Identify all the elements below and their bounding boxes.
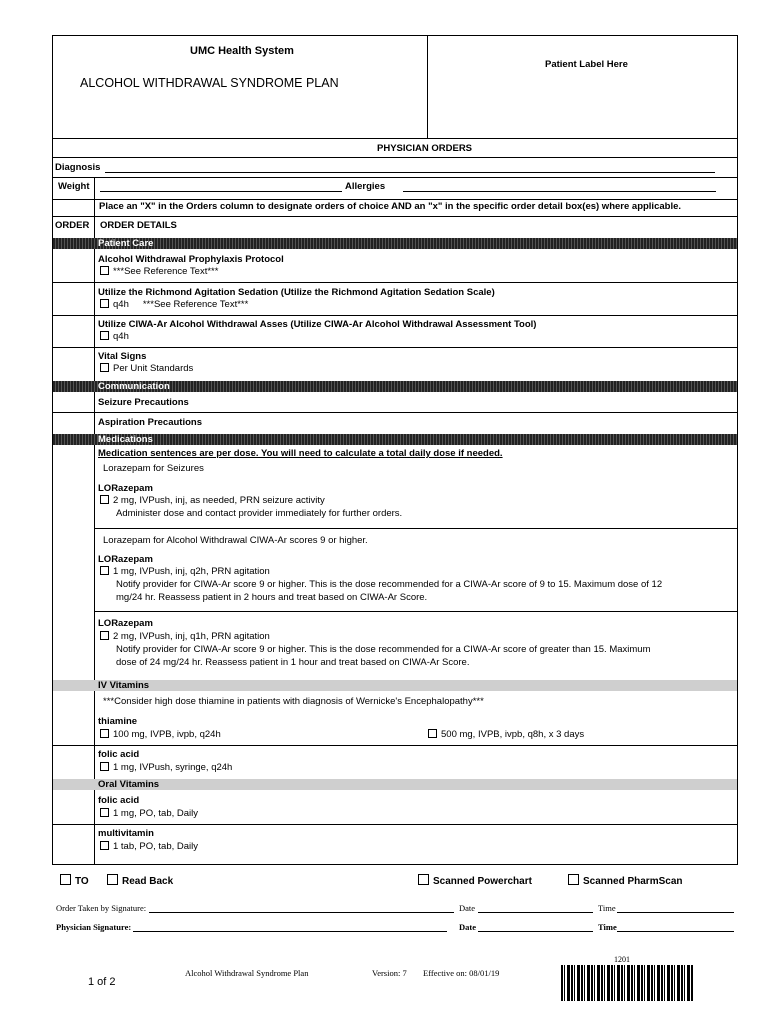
barcode [561, 965, 693, 1001]
checkbox[interactable] [100, 808, 109, 817]
rule [52, 157, 738, 158]
vitals-option[interactable]: Per Unit Standards [100, 363, 193, 375]
rule [94, 611, 738, 612]
scanned-pharmscan-check[interactable]: Scanned PharmScan [568, 874, 682, 888]
thiamine-option-1[interactable]: 100 mg, IVPB, ivpb, q24h [100, 729, 221, 741]
allergies-field[interactable] [403, 191, 716, 192]
lorazepam-2-note-2: mg/24 hr. Reassess patient in 2 hours and treat based on CIWA-Ar Score. [116, 592, 428, 603]
prophylaxis-title: Alcohol Withdrawal Prophylaxis Protocol [98, 254, 284, 265]
multivitamin-name: multivitamin [98, 828, 154, 839]
weight-divider [94, 177, 95, 199]
header-bottom-rule [52, 138, 738, 139]
lorazepam-2-note-1: Notify provider for CIWA-Ar score 9 or higher. This is the dose recommended for a CIWA-Ar score of 9 to 15. Maximum dose of 12 [116, 579, 663, 590]
time-field-2[interactable] [617, 931, 734, 932]
checkbox[interactable] [568, 874, 579, 885]
section-communication: Communication [53, 381, 737, 392]
section-oral-vitamins: Oral Vitamins [53, 779, 737, 790]
checkbox[interactable] [100, 495, 109, 504]
rule [52, 282, 738, 283]
to-check[interactable]: TO [60, 874, 89, 888]
checkbox[interactable] [100, 331, 109, 340]
page-number: 1 of 2 [88, 976, 116, 988]
rule [52, 177, 738, 178]
lorazepam-1-option[interactable]: 2 mg, IVPush, inj, as needed, PRN seizure activity [100, 495, 325, 507]
order-column-divider [94, 199, 95, 865]
read-back-check[interactable]: Read Back [107, 874, 173, 888]
checkbox[interactable] [100, 729, 109, 738]
checkbox[interactable] [100, 363, 109, 372]
physician-orders-heading: PHYSICIAN ORDERS [377, 143, 473, 154]
weight-label: Weight [58, 181, 90, 192]
lorazepam-3-option[interactable]: 2 mg, IVPush, inj, q1h, PRN agitation [100, 631, 270, 643]
ciwa-title: Utilize CIWA-Ar Alcohol Withdrawal Asses (Utilize CIWA-Ar Alcohol Withdrawal Assessment Tool) [98, 319, 537, 330]
form-name: Alcohol Withdrawal Syndrome Plan [185, 968, 309, 978]
checkbox[interactable] [100, 299, 109, 308]
rule [52, 745, 738, 746]
lorazepam-3-note-1: Notify provider for CIWA-Ar score 9 or higher. This is the dose recommended for a CIWA-Ar score of greater than 15. Maximum [116, 644, 651, 655]
thiamine-note: ***Consider high dose thiamine in patients with diagnosis of Wernicke's Encephalopathy*** [103, 696, 484, 707]
physician-signature-label: Physician Signature: [56, 922, 132, 932]
vitals-title: Vital Signs [98, 351, 147, 362]
richmond-title: Utilize the Richmond Agitation Sedation (Utilize the Richmond Agitation Sedation Scale) [98, 287, 495, 298]
org-name: UMC Health System [190, 45, 294, 57]
checkbox[interactable] [100, 266, 109, 275]
patient-label: Patient Label Here [545, 59, 628, 70]
rule [52, 216, 738, 217]
order-column-header: ORDER [55, 220, 90, 231]
folic-iv-option[interactable]: 1 mg, IVPush, syringe, q24h [100, 762, 232, 774]
richmond-option[interactable]: q4h ***See Reference Text*** [100, 299, 248, 311]
form-title: ALCOHOL WITHDRAWAL SYNDROME PLAN [80, 76, 339, 90]
effective-date: Effective on: 08/01/19 [423, 968, 500, 978]
form-number: 1201 [614, 955, 630, 964]
section-patient-care: Patient Care [53, 238, 737, 249]
lorazepam-seizures-header: Lorazepam for Seizures [103, 463, 204, 474]
lorazepam-1-note: Administer dose and contact provider immediately for further orders. [116, 508, 403, 519]
checkbox[interactable] [60, 874, 71, 885]
lorazepam-2-option[interactable]: 1 mg, IVPush, inj, q2h, PRN agitation [100, 566, 270, 578]
lorazepam-3-name: LORazepam [98, 618, 153, 629]
aspiration-precautions: Aspiration Precautions [98, 417, 202, 428]
details-column-header: ORDER DETAILS [100, 220, 177, 231]
date-label-1: Date [459, 903, 476, 913]
seizure-precautions: Seizure Precautions [98, 397, 189, 408]
folic-oral-option[interactable]: 1 mg, PO, tab, Daily [100, 808, 198, 820]
time-label-1: Time [598, 903, 616, 913]
lorazepam-2-name: LORazepam [98, 554, 153, 565]
thiamine-option-2[interactable]: 500 mg, IVPB, ivpb, q8h, x 3 days [428, 729, 584, 741]
order-taken-label: Order Taken by Signature: [56, 903, 147, 913]
thiamine-name: thiamine [98, 716, 138, 727]
lorazepam-ciwa-header: Lorazepam for Alcohol Withdrawal CIWA-Ar scores 9 or higher. [103, 535, 368, 546]
lorazepam-3-note-2: dose of 24 mg/24 hr. Reassess patient in 1 hour and treat based on CIWA-Ar Score. [116, 657, 470, 668]
weight-field[interactable] [100, 191, 342, 192]
scanned-powerchart-check[interactable]: Scanned Powerchart [418, 874, 532, 888]
checkbox[interactable] [100, 631, 109, 640]
header-divider [427, 35, 428, 138]
checkbox[interactable] [100, 762, 109, 771]
rule [94, 528, 738, 529]
instructions: Place an "X" in the Orders column to designate orders of choice AND an "x" in the specific order detail box(es) where applicable. [99, 201, 682, 212]
date-field-2[interactable] [478, 931, 593, 932]
medication-note: Medication sentences are per dose. You will need to calculate a total daily dose if needed. [98, 448, 503, 459]
order-taken-field[interactable] [149, 912, 454, 913]
checkbox[interactable] [418, 874, 429, 885]
rule [52, 199, 738, 200]
folic-oral-name: folic acid [98, 795, 140, 806]
time-field-1[interactable] [617, 912, 734, 913]
section-medications: Medications [53, 434, 737, 445]
section-iv-vitamins: IV Vitamins [53, 680, 737, 691]
lorazepam-1-name: LORazepam [98, 483, 153, 494]
folic-iv-name: folic acid [98, 749, 140, 760]
checkbox[interactable] [428, 729, 437, 738]
multivitamin-option[interactable]: 1 tab, PO, tab, Daily [100, 841, 198, 853]
rule [52, 347, 738, 348]
checkbox[interactable] [107, 874, 118, 885]
time-label-2: Time [598, 922, 617, 932]
version: Version: 7 [372, 968, 407, 978]
date-label-2: Date [459, 922, 476, 932]
rule [52, 412, 738, 413]
ciwa-option[interactable]: q4h [100, 331, 129, 343]
checkbox[interactable] [100, 566, 109, 575]
date-field-1[interactable] [478, 912, 593, 913]
physician-signature-field[interactable] [133, 931, 447, 932]
rule [52, 315, 738, 316]
diagnosis-field[interactable] [105, 172, 715, 173]
prophylaxis-option[interactable]: ***See Reference Text*** [100, 266, 218, 278]
allergies-label: Allergies [345, 181, 386, 192]
rule [52, 824, 738, 825]
diagnosis-label: Diagnosis [55, 162, 101, 173]
checkbox[interactable] [100, 841, 109, 850]
